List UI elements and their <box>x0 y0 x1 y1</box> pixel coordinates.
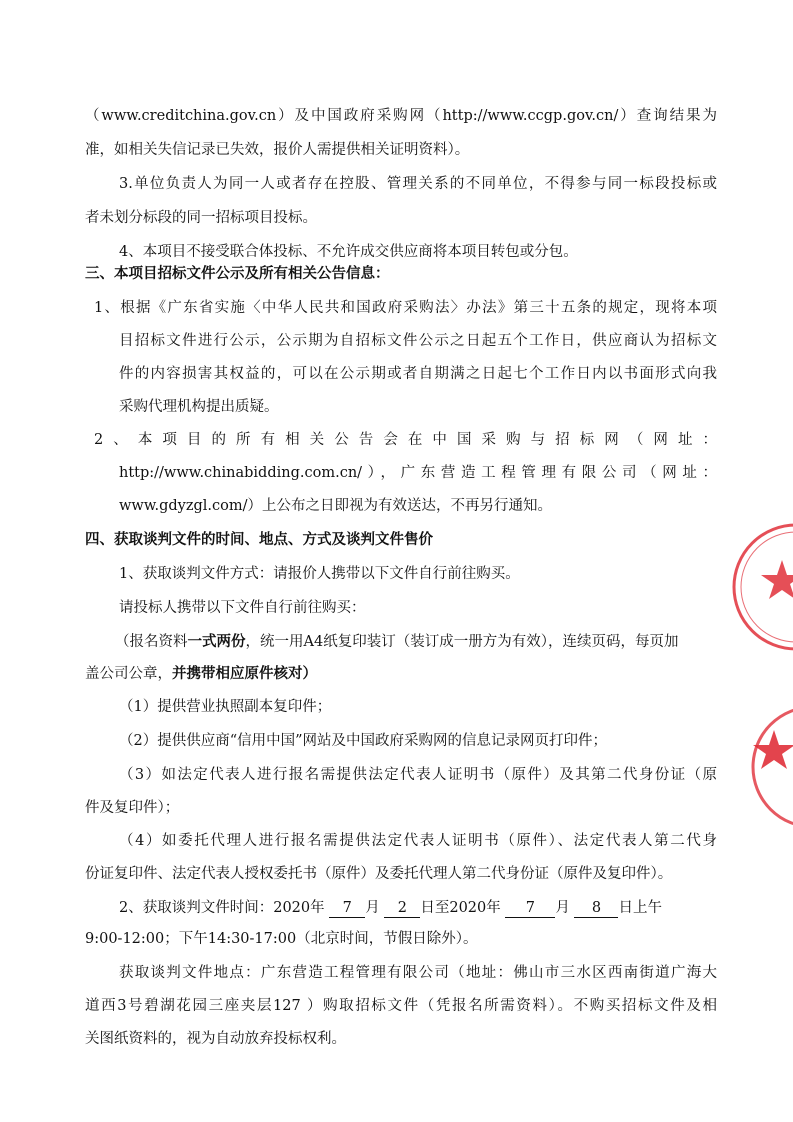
para-4-2-hours: 9:00-12:00；下午14:30-17:00（北京时间，节假日除外）。 <box>85 931 478 947</box>
para-item-3: 3.单位负责人为同一人或者存在控股、管理关系的不同单位，不得参与同一标段投标或 <box>119 176 717 192</box>
para-3-1: 1、根据《广东省实施〈中华人民共和国政府采购法〉办法》第三十五条的规定，现将本项 <box>94 300 717 316</box>
time-suffix: 日上午 <box>618 900 662 916</box>
section-heading-4: 四、获取谈判文件的时间、地点、方式及谈判文件售价 <box>85 531 433 548</box>
list-item-3-cont: 件及复印件）； <box>85 800 180 816</box>
registration-text-3: 盖公司公章， <box>85 666 172 682</box>
para-location-cont-2: 关图纸资料的，视为自动放弃投标权利。 <box>85 1031 346 1047</box>
para-registration-materials-cont <box>85 664 317 684</box>
registration-text-2: ，统一用A4纸复印装订（装订成一册方为有效），连续页码，每页加 <box>245 634 679 650</box>
list-item-4: （4）如委托代理人进行报名需提供法定代表人证明书（原件）、法定代表人第二代身 <box>119 833 717 849</box>
para-creditchina-line-2: 准，如相关失信记录已失效，报价人需提供相关证明资料）。 <box>85 142 470 158</box>
list-item-1: （1）提供营业执照副本复印件； <box>119 699 332 715</box>
month-label-1: 月 <box>365 900 380 916</box>
list-item-4-cont: 份证复印件、法定代表人授权委托书（原件）及委托代理人第二代身份证（原件及复印件）。 <box>85 866 673 882</box>
registration-originals-emphasis: 并携带相应原件核对） <box>172 665 317 682</box>
registration-text-1: （报名资料 <box>115 634 188 650</box>
registration-copies-emphasis: 一式两份 <box>187 633 246 650</box>
para-3-1-cont-2: 件的内容损害其权益的，可以在公示期或者自期满之日起七个工作日内以书面形式向我 <box>119 366 717 382</box>
para-location: 获取谈判文件地点：广东营造工程管理有限公司（地址：佛山市三水区西南街道广海大 <box>119 965 717 981</box>
para-item-4: 4、本项目不接受联合体投标、不允许成交供应商将本项目转包或分包。 <box>119 244 578 260</box>
para-3-2-cont-2: www.gdyzgl.com/）上公布之日即视为有效送达，不再另行通知。 <box>119 498 553 514</box>
list-item-3: （3）如法定代表人进行报名需提供法定代表人证明书（原件）及其第二代身份证（原 <box>119 767 717 783</box>
para-3-1-cont-1: 目招标文件进行公示，公示期为自招标文件公示之日起五个工作日，供应商认为招标文 <box>119 333 717 349</box>
para-3-1-cont-3: 采购代理机构提出质疑。 <box>119 399 279 415</box>
end-day: 8 <box>574 899 618 918</box>
para-4-1: 1、获取谈判文件方式：请报价人携带以下文件自行前往购买。 <box>119 566 520 582</box>
start-day: 2 <box>384 899 420 918</box>
para-4-2-time <box>119 898 662 918</box>
para-4-1-note: 请投标人携带以下文件自行前往购买： <box>119 600 366 616</box>
para-item-3-cont: 者未划分标段的同一招标项目投标。 <box>85 210 317 226</box>
para-3-2: 2、本项目的所有相关公告会在中国采购与招标网（网址： <box>94 432 717 448</box>
time-to: 日至2020年 <box>420 900 501 916</box>
start-month: 7 <box>329 899 365 918</box>
para-creditchina-line: （www.creditchina.gov.cn）及中国政府采购网（http://www.ccgp.gov.cn/）查询结果为 <box>85 108 717 124</box>
company-seal-partial <box>728 502 793 842</box>
section-heading-3: 三、本项目招标文件公示及所有相关公告信息： <box>85 265 390 282</box>
list-item-2: （2）提供供应商“信用中国”网站及中国政府采购网的信息记录网页打印件； <box>119 733 608 749</box>
end-month: 7 <box>505 899 555 918</box>
time-prefix: 2、获取谈判文件时间：2020年 <box>119 900 325 916</box>
para-3-2-cont-1: http://www.chinabidding.com.cn/），广东营造工程管理有限公司（网址： <box>119 465 717 481</box>
month-label-2: 月 <box>555 900 570 916</box>
para-registration-materials <box>115 632 678 652</box>
para-location-cont-1: 道西3号碧湖花园三座夹层127 ）购取招标文件（凭报名所需资料）。不购买招标文件及相 <box>85 998 717 1014</box>
